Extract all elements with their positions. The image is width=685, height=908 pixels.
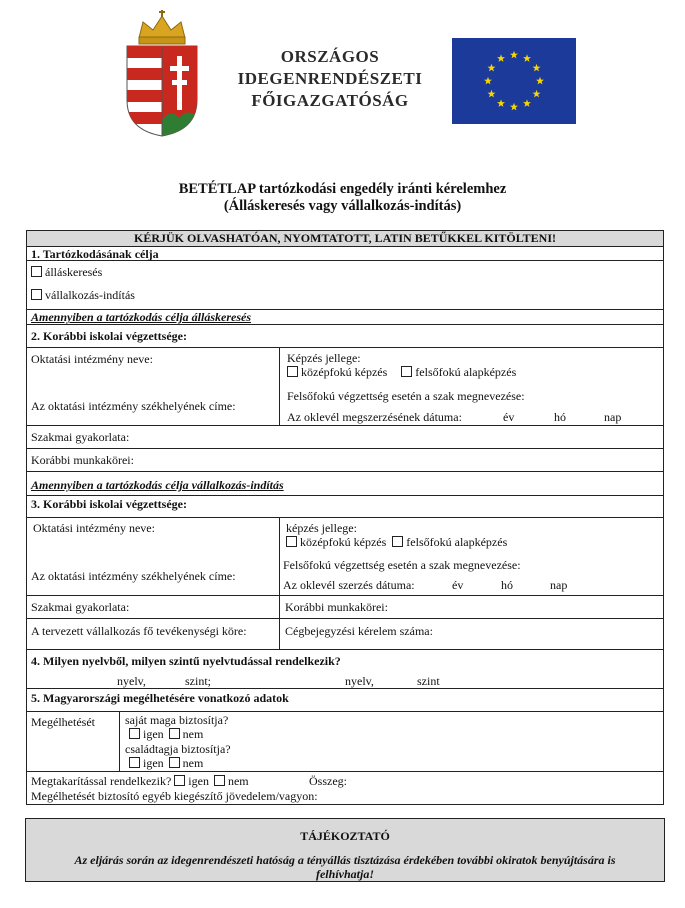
s3-business-activity-field[interactable]: A tervezett vállalkozás fő tevékenységi köre: bbox=[31, 624, 247, 638]
s3-diploma-date-label[interactable]: Az oklevél szerzés dátuma: bbox=[283, 578, 415, 592]
s3-month-label: hó bbox=[501, 578, 513, 592]
s2-training-type-label: Képzés jellege: bbox=[287, 351, 361, 365]
other-income-field[interactable]: Megélhetését biztosító egyéb kiegészítő jövedelem/vagyon: bbox=[31, 789, 318, 803]
org-line-2: IDEGENRENDÉSZETI bbox=[237, 69, 423, 88]
section-4-title: 4. Milyen nyelvből, milyen szintű nyelvtudással rendelkezik? bbox=[31, 654, 341, 668]
business-start-checkbox[interactable] bbox=[31, 289, 42, 300]
s2-secondary-checkbox[interactable] bbox=[287, 366, 298, 377]
s3-prev-jobs-field[interactable]: Korábbi munkakörei: bbox=[285, 600, 388, 614]
business-start-label: vállalkozás-indítás bbox=[45, 288, 135, 302]
s2-diploma-date-label[interactable]: Az oklevél megszerzésének dátuma: bbox=[287, 410, 462, 424]
s3-secondary-label: középfokú képzés bbox=[300, 535, 387, 549]
s3-training-type-label: képzés jellege: bbox=[286, 521, 357, 535]
s2-institution-name-field[interactable]: Oktatási intézmény neve: bbox=[31, 352, 153, 366]
livelihood-label: Megélhetését bbox=[31, 715, 95, 729]
savings-no-checkbox[interactable] bbox=[214, 775, 225, 786]
family-support-yes-label: igen bbox=[143, 756, 164, 770]
self-support-yes-label: igen bbox=[143, 727, 164, 741]
s3-company-registration-field[interactable]: Cégbejegyzési kérelem száma: bbox=[285, 624, 433, 638]
family-support-question: családtagja biztosítja? bbox=[125, 742, 231, 756]
s2-training-options bbox=[287, 365, 516, 379]
subtitle-job-search: Amennyiben a tartózkodás célja álláskeresés bbox=[31, 310, 251, 324]
subtitle-business-start: Amennyiben a tartózkodás célja vállalkozás-indítás bbox=[31, 478, 284, 492]
s2-higher-label: felsőfokú alapképzés bbox=[415, 365, 517, 379]
savings-yes-checkbox[interactable] bbox=[174, 775, 185, 786]
language-1-label[interactable]: nyelv, bbox=[117, 674, 146, 688]
title-line-1: BETÉTLAP tartózkodási engedély iránti kérelemhez bbox=[178, 181, 507, 197]
section-1-title: 1. Tartózkodásának célja bbox=[31, 247, 159, 261]
form-notice: KÉRJÜK OLVASHATÓAN, NYOMTATOTT, LATIN BETŰKKEL KITÖLTENI! bbox=[27, 231, 663, 246]
self-support-yes-checkbox[interactable] bbox=[129, 728, 140, 739]
family-support-no-label: nem bbox=[182, 756, 204, 770]
section-3-title: 3. Korábbi iskolai végzettsége: bbox=[31, 497, 187, 511]
eu-flag-logo bbox=[452, 38, 576, 124]
s3-day-label: nap bbox=[550, 578, 568, 592]
s3-experience-field[interactable]: Szakmai gyakorlata: bbox=[31, 600, 130, 614]
s3-higher-checkbox[interactable] bbox=[392, 536, 403, 547]
purpose-job-search-option[interactable] bbox=[31, 265, 102, 279]
org-line-3: FŐIGAZGATÓSÁG bbox=[251, 91, 409, 110]
s2-major-field[interactable]: Felsőfokú végzettség esetén a szak megnevezése: bbox=[287, 389, 525, 403]
family-support-no-checkbox[interactable] bbox=[169, 757, 180, 768]
s3-institution-name-field[interactable]: Oktatási intézmény neve: bbox=[33, 521, 155, 535]
information-box bbox=[25, 818, 665, 882]
s3-secondary-checkbox[interactable] bbox=[286, 536, 297, 547]
s2-day-label: nap bbox=[604, 410, 622, 424]
s3-institution-address-field[interactable]: Az oktatási intézmény székhelyének címe: bbox=[31, 569, 236, 583]
s2-prev-jobs-field[interactable]: Korábbi munkakörei: bbox=[31, 453, 134, 467]
s2-secondary-label: középfokú képzés bbox=[301, 365, 388, 379]
job-search-checkbox[interactable] bbox=[31, 266, 42, 277]
family-support-yes-checkbox[interactable] bbox=[129, 757, 140, 768]
savings-no-label: nem bbox=[227, 774, 249, 788]
job-search-label: álláskeresés bbox=[45, 265, 103, 279]
self-support-no-checkbox[interactable] bbox=[169, 728, 180, 739]
level-2-label[interactable]: szint bbox=[417, 674, 440, 688]
s3-year-label: év bbox=[452, 578, 464, 592]
language-2-label[interactable]: nyelv, bbox=[345, 674, 374, 688]
s2-experience-field[interactable]: Szakmai gyakorlata: bbox=[31, 430, 130, 444]
document-title bbox=[0, 181, 685, 215]
self-support-options bbox=[129, 727, 203, 741]
savings-yes-label: igen bbox=[188, 774, 209, 788]
s3-major-field[interactable]: Felsőfokú végzettség esetén a szak megnevezése: bbox=[283, 558, 521, 572]
title-line-2: (Álláskeresés vagy vállalkozás-indítás) bbox=[223, 198, 462, 214]
savings-question: Megtakarítással rendelkezik? bbox=[31, 774, 172, 788]
coat-of-arms-logo bbox=[121, 8, 203, 138]
purpose-business-option[interactable] bbox=[31, 288, 135, 302]
organization-name bbox=[210, 46, 450, 112]
s2-year-label: év bbox=[503, 410, 515, 424]
info-heading: TÁJÉKOZTATÓ bbox=[300, 829, 390, 843]
section-2-title: 2. Korábbi iskolai végzettsége: bbox=[31, 329, 187, 343]
s2-higher-checkbox[interactable] bbox=[401, 366, 412, 377]
org-line-1: ORSZÁGOS bbox=[280, 47, 380, 66]
savings-row bbox=[31, 774, 249, 788]
self-support-no-label: nem bbox=[182, 727, 204, 741]
application-form bbox=[26, 230, 664, 805]
info-text: Az eljárás során az idegenrendészeti hatóság a tényállás tisztázása érdekében további okiratok benyújtására is felhívhatja! bbox=[74, 853, 616, 881]
self-support-question: saját maga biztosítja? bbox=[125, 713, 229, 727]
s2-institution-address-field[interactable]: Az oktatási intézmény székhelyének címe: bbox=[31, 399, 236, 413]
section-5-title: 5. Magyarországi megélhetésére vonatkozó adatok bbox=[31, 691, 289, 705]
level-1-label[interactable]: szint; bbox=[185, 674, 211, 688]
family-support-options bbox=[129, 756, 203, 770]
s3-higher-label: felsőfokú alapképzés bbox=[406, 535, 508, 549]
savings-amount-field[interactable]: Összeg: bbox=[309, 774, 347, 788]
s2-month-label: hó bbox=[554, 410, 566, 424]
s3-training-options bbox=[286, 535, 507, 549]
